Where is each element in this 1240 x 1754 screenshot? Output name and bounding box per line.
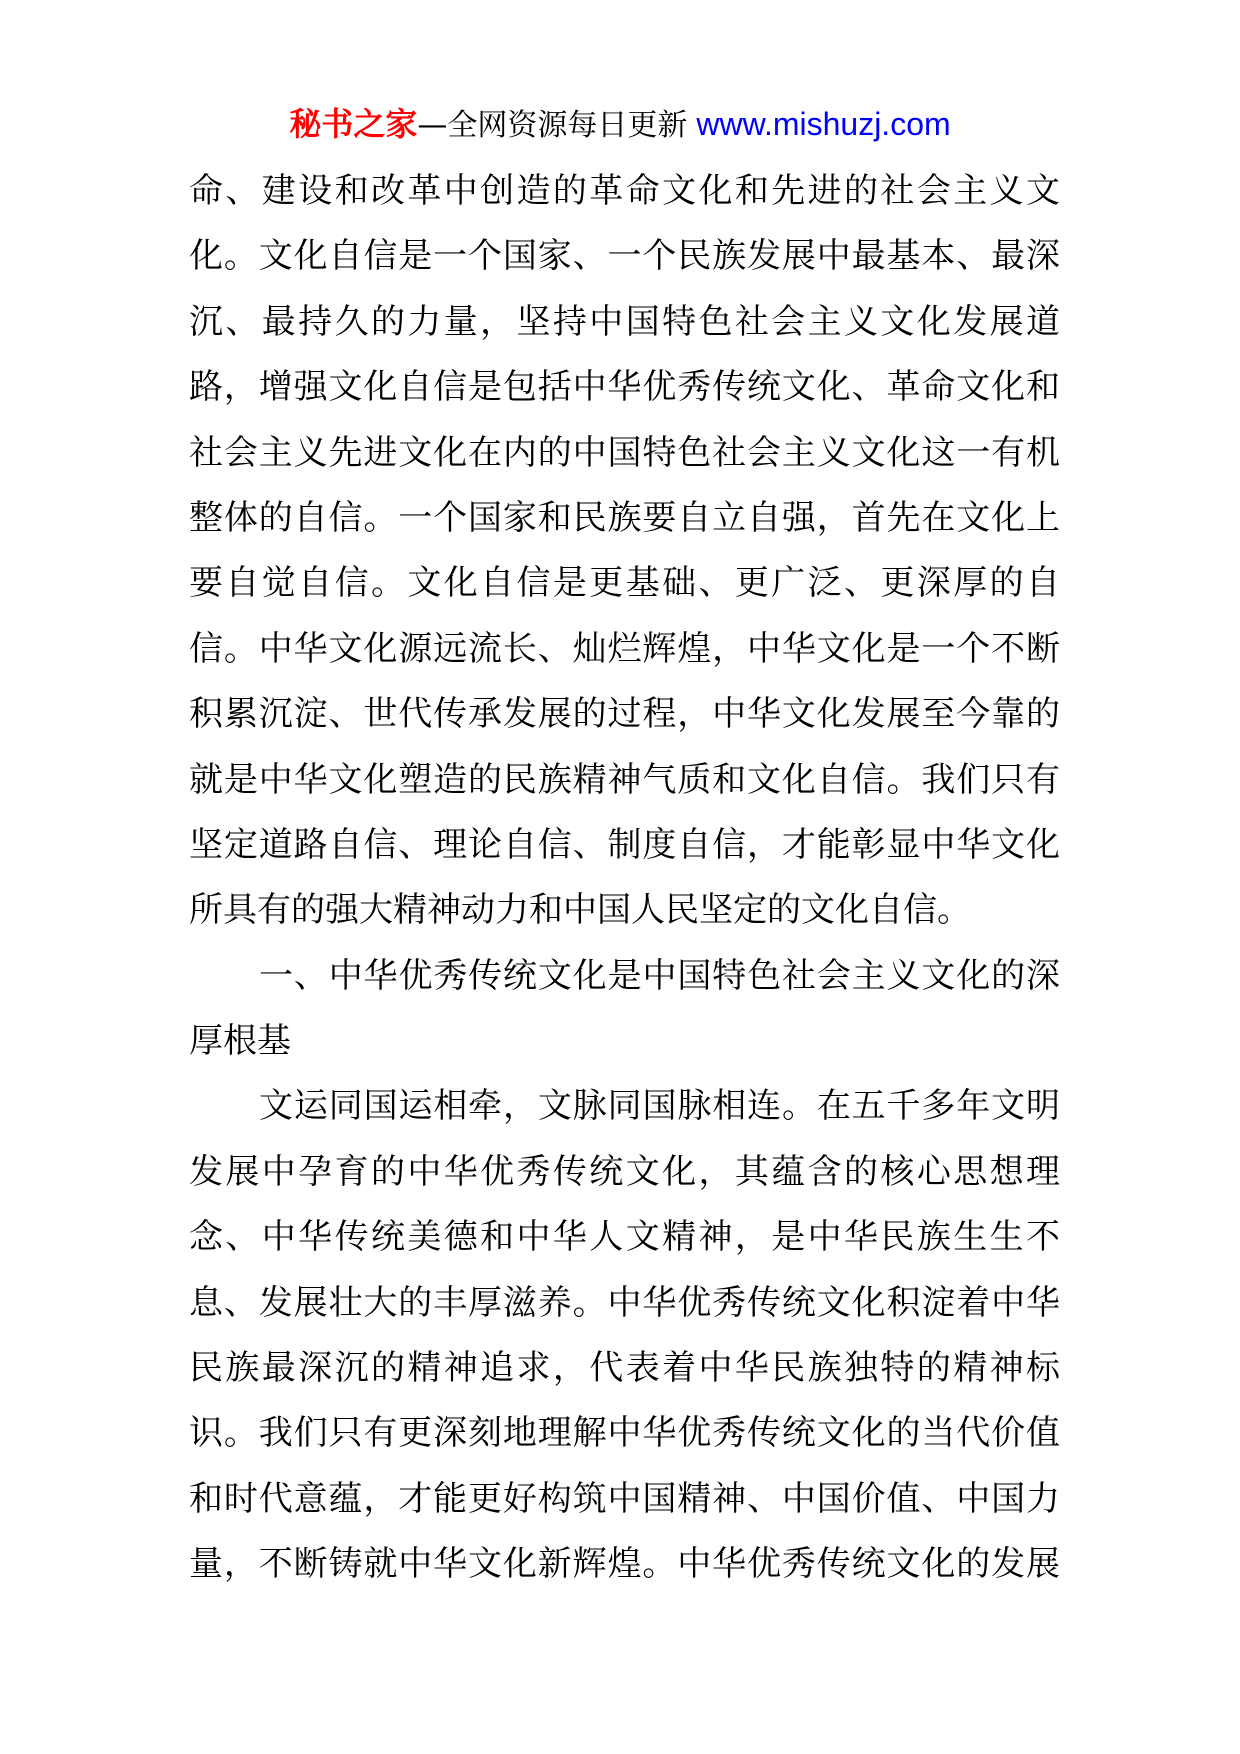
text-line: 路，增强文化自信是包括中华优秀传统文化、革命文化和 bbox=[189, 367, 1060, 408]
text-line: 识。我们只有更深刻地理解中华优秀传统文化的当代价值 bbox=[189, 1413, 1060, 1454]
website-link[interactable]: www.mishuzj.com bbox=[696, 106, 951, 142]
heading-line: 一、中华优秀传统文化是中国特色社会主义文化的深 bbox=[259, 955, 1060, 996]
text-line: 所具有的强大精神动力和中国人民坚定的文化自信。 bbox=[189, 890, 971, 931]
text-line: 量，不断铸就中华文化新辉煌。中华优秀传统文化的发展 bbox=[189, 1544, 1060, 1585]
text-line: 社会主义先进文化在内的中国特色社会主义文化这一有机 bbox=[189, 432, 1060, 473]
text-line: 发展中孕育的中华优秀传统文化，其蕴含的核心思想理 bbox=[189, 1151, 1060, 1192]
body-paragraph bbox=[189, 159, 1060, 944]
section-heading bbox=[189, 944, 1060, 1075]
text-line: 沉、最持久的力量，坚持中国特色社会主义文化发展道 bbox=[189, 301, 1060, 342]
text-line: 要自觉自信。文化自信是更基础、更广泛、更深厚的自 bbox=[189, 563, 1060, 604]
text-line: 命、建设和改革中创造的革命文化和先进的社会主义文 bbox=[189, 171, 1060, 211]
brand-name: 秘书之家 bbox=[289, 105, 418, 143]
text-line: 文运同国运相牵，文脉同国脉相连。在五千多年文明 bbox=[259, 1086, 1060, 1127]
text-line: 息、发展壮大的丰厚滋养。中华优秀传统文化积淀着中华 bbox=[189, 1282, 1060, 1323]
text-line: 和时代意蕴，才能更好构筑中国精神、中国价值、中国力 bbox=[189, 1478, 1060, 1519]
page-header bbox=[0, 100, 1240, 148]
heading-line: 厚根基 bbox=[189, 1021, 291, 1062]
text-line: 积累沉淀、世代传承发展的过程，中华文化发展至今靠的 bbox=[189, 694, 1060, 735]
text-line: 就是中华文化塑造的民族精神气质和文化自信。我们只有 bbox=[189, 759, 1060, 800]
text-line: 民族最深沉的精神追求，代表着中华民族独特的精神标 bbox=[189, 1348, 1060, 1389]
text-line: 信。中华文化源远流长、灿烂辉煌，中华文化是一个不断 bbox=[189, 628, 1060, 669]
body-paragraph bbox=[189, 1074, 1060, 1597]
text-line: 念、中华传统美德和中华人文精神，是中华民族生生不 bbox=[189, 1217, 1060, 1258]
text-line: 整体的自信。一个国家和民族要自立自强，首先在文化上 bbox=[189, 497, 1060, 538]
text-line: 化。文化自信是一个国家、一个民族发展中最基本、最深 bbox=[189, 236, 1060, 277]
header-tagline: —全网资源每日更新 bbox=[417, 108, 688, 143]
text-line: 坚定道路自信、理论自信、制度自信，才能彰显中华文化 bbox=[189, 824, 1060, 865]
document-body bbox=[189, 159, 1060, 1598]
